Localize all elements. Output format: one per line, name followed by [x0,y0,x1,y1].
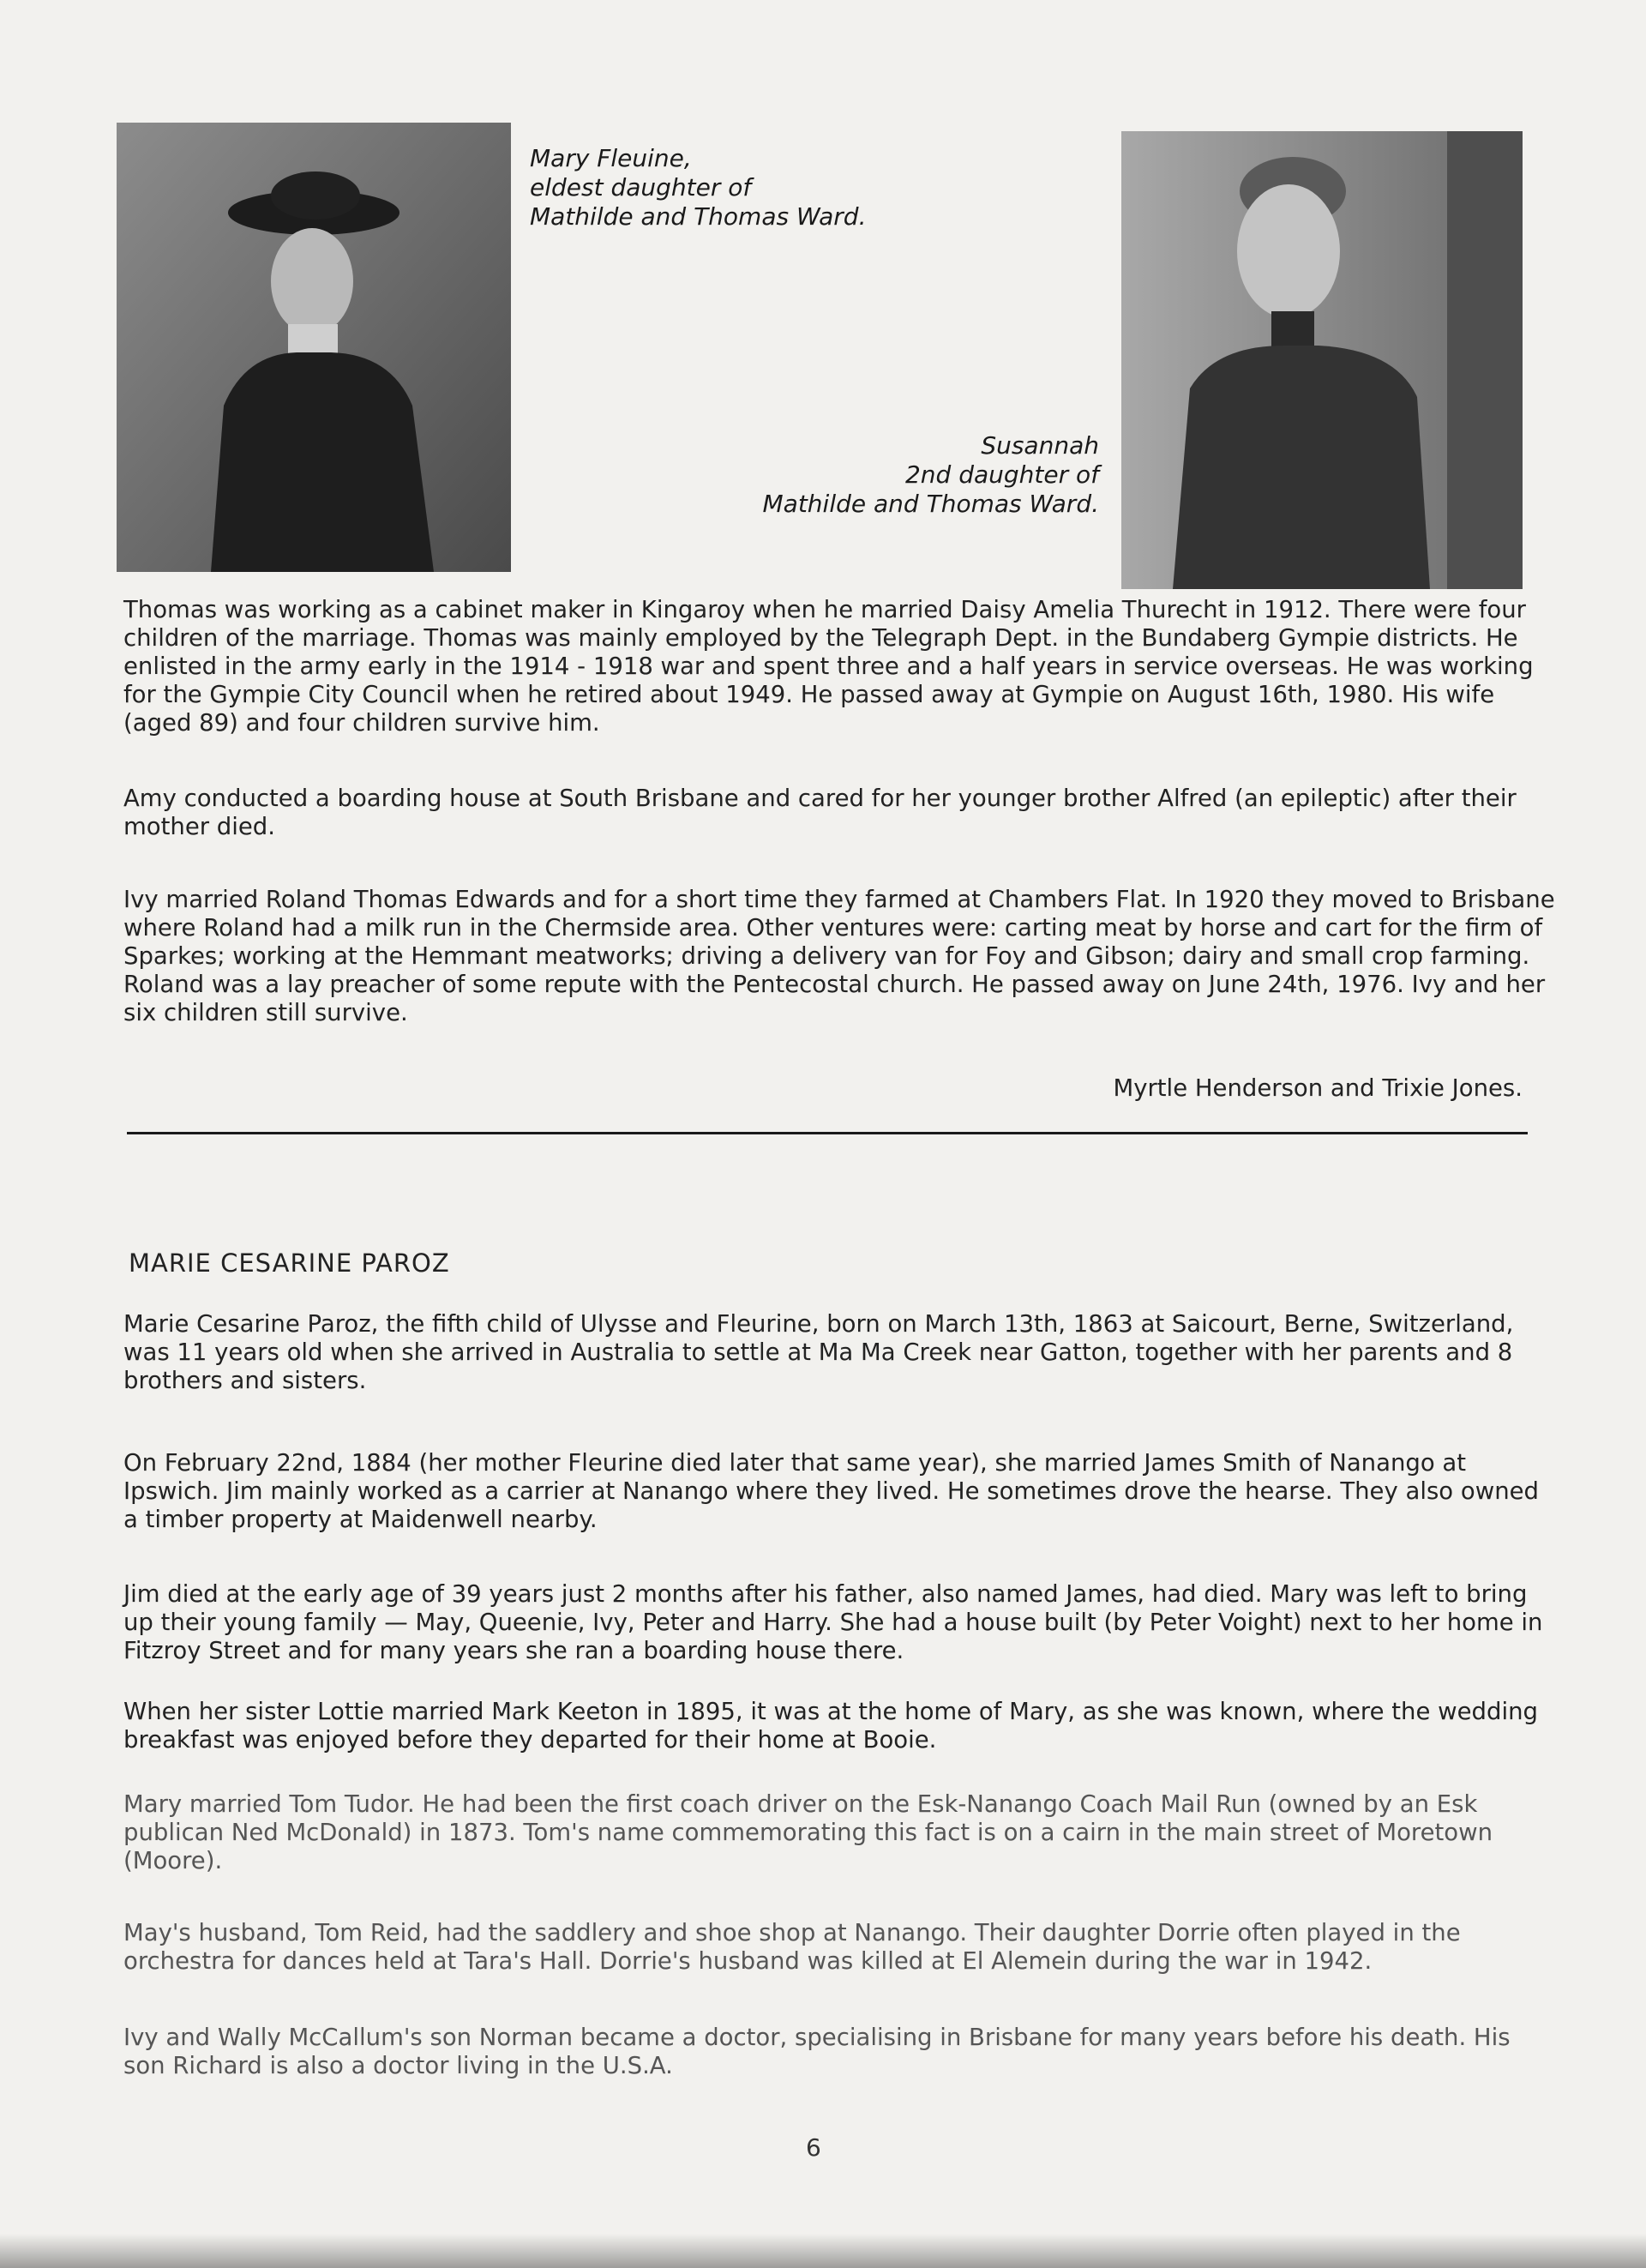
paragraph-amy: Amy conducted a boarding house at South Brisbane and cared for her younger brother Alfred (an epileptic) after their mother died. [123,785,1517,840]
caption-line: Susannah [981,431,1099,460]
caption-line: Mary Fleuine, [530,144,692,172]
photo-susannah [1121,131,1523,589]
page-edge-shadow [0,2234,1646,2268]
photo-mary-fleuine [117,123,511,572]
page-number: 6 [806,2133,821,2162]
paragraph-tom-tudor: Mary married Tom Tudor. He had been the first coach driver on the Esk-Nanango Coach Mail Run (owned by an Esk publican Ned McDonald) in 1873. Tom's name commemorating this fact is on a cairn in the main street of Moretown (Moore). [123,1790,1493,1874]
caption-line: eldest daughter of [530,173,752,202]
caption-line: 2nd daughter of [904,460,1099,489]
caption-line: Mathilde and Thomas Ward. [530,202,867,231]
paragraph-paroz-intro: Marie Cesarine Paroz, the fifth child of Ulysse and Fleurine, born on March 13th, 1863 at Saicourt, Berne, Switzerland, was 11 years old when she arrived in Australia to settle at Ma Ma Creek near Gatton, together with her parents and 8 brothers and sisters. [123,1310,1514,1394]
paragraph-ivy: Ivy married Roland Thomas Edwards and for a short time they farmed at Chambers Flat. In 1920 they moved to Brisbane where Roland had a milk run in the Chermside area. Other ventures were: carting meat by horse and cart for the firm of Sparkes; working at the Hemmant meatworks; driving a delivery van for Foy and Gibson; dairy and small crop farming. Roland was a lay preacher of some repute with the Pentecostal church. He passed away on June 24th, 1976. Ivy and her six children still survive. [123,886,1555,1026]
caption-mary-fleuine [530,144,866,232]
paragraph-norman: Ivy and Wally McCallum's son Norman became a doctor, specialising in Brisbane for many years before his death. His son Richard is also a doctor living in the U.S.A. [123,2024,1511,2079]
paragraph-thomas: Thomas was working as a cabinet maker in Kingaroy when he married Daisy Amelia Thurecht in 1912. There were four children of the marriage. Thomas was mainly employed by the Telegraph Dept. in the Bundaberg Gympie districts. He enlisted in the army early in the 1914 - 1918 war and spent three and a half years in service overseas. He was working for the Gympie City Council when he retired about 1949. He passed away at Gympie on August 16th, 1980. His wife (aged 89) and four children survive him. [123,596,1534,737]
signature: Myrtle Henderson and Trixie Jones. [1113,1074,1523,1102]
section-title: MARIE CESARINE PAROZ [129,1248,450,1278]
paragraph-marriage: On February 22nd, 1884 (her mother Fleurine died later that same year), she married James Smith of Nanango at Ipswich. Jim mainly worked as a carrier at Nanango where they lived. He sometimes drove the hearse. They also owned a timber property at Maidenwell nearby. [123,1449,1539,1533]
section-divider [127,1132,1528,1134]
paragraph-lottie: When her sister Lottie married Mark Keeton in 1895, it was at the home of Mary, as she was known, where the wedding breakfast was enjoyed before they departed for their home at Booie. [123,1698,1538,1754]
caption-susannah [763,431,1099,519]
paragraph-tom-reid: May's husband, Tom Reid, had the saddlery and shoe shop at Nanango. Their daughter Dorrie often played in the orchestra for dances held at Tara's Hall. Dorrie's husband was killed at El Alemein during the war in 1942. [123,1919,1461,1975]
paragraph-jim-died: Jim died at the early age of 39 years just 2 months after his father, also named James, had died. Mary was left to bring up their young family — May, Queenie, Ivy, Peter and Harry. She had a house built (by Peter Voight) next to her home in Fitzroy Street and for many years she ran a boarding house there. [123,1580,1543,1664]
caption-line: Mathilde and Thomas Ward. [762,490,1099,518]
